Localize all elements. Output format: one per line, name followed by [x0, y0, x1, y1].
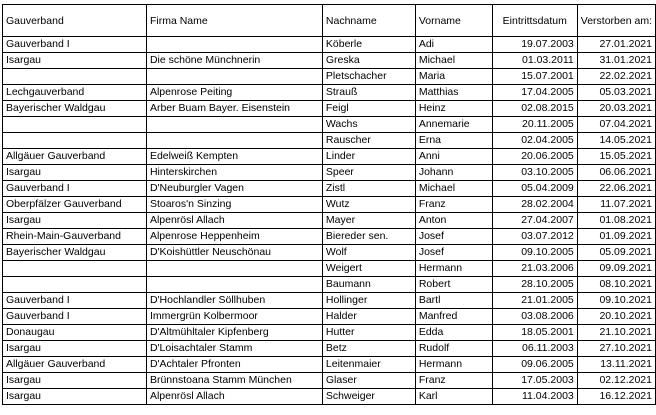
- cell-firma-name: D'Loisachtaler Stamm: [146, 341, 322, 357]
- cell-gauverband: [3, 133, 147, 149]
- cell-vorname: Heinz: [415, 101, 492, 117]
- header-gauverband: Gauverband: [3, 5, 147, 37]
- cell-vorname: Johann: [415, 165, 492, 181]
- table-row: [3, 325, 656, 341]
- cell-firma-name: [146, 277, 322, 293]
- cell-firma-name: [146, 37, 322, 53]
- cell-eintrittsdatum: 02.04.2005: [492, 133, 577, 149]
- cell-firma-name: D'Koishüttler Neuschönau: [146, 245, 322, 261]
- cell-gauverband: Isargau: [3, 373, 147, 389]
- cell-gauverband: Isargau: [3, 341, 147, 357]
- cell-nachname: Pletschacher: [322, 69, 415, 85]
- cell-eintrittsdatum: 18.05.2001: [492, 325, 577, 341]
- cell-verstorben-am: 05.03.2021: [577, 85, 655, 101]
- cell-gauverband: Isargau: [3, 389, 147, 405]
- cell-gauverband: [3, 261, 147, 277]
- table-row: [3, 133, 656, 149]
- cell-verstorben-am: 27.10.2021: [577, 341, 655, 357]
- cell-gauverband: Gauverband I: [3, 37, 147, 53]
- table-body: [3, 37, 656, 405]
- cell-vorname: Edda: [415, 325, 492, 341]
- cell-nachname: Betz: [322, 341, 415, 357]
- table-row: [3, 37, 656, 53]
- cell-nachname: Linder: [322, 149, 415, 165]
- cell-vorname: Anton: [415, 213, 492, 229]
- deceased-members-table: [2, 4, 656, 405]
- cell-vorname: Hermann: [415, 261, 492, 277]
- cell-gauverband: Rhein-Main-Gauverband: [3, 229, 147, 245]
- cell-eintrittsdatum: 09.06.2005: [492, 357, 577, 373]
- cell-vorname: Josef: [415, 245, 492, 261]
- cell-firma-name: Immergrün Kolbermoor: [146, 309, 322, 325]
- cell-gauverband: Allgäuer Gauverband: [3, 357, 147, 373]
- cell-firma-name: Alpenrösl Allach: [146, 389, 322, 405]
- cell-nachname: Wachs: [322, 117, 415, 133]
- cell-gauverband: Isargau: [3, 53, 147, 69]
- cell-firma-name: D'Altmühltaler Kipfenberg: [146, 325, 322, 341]
- cell-verstorben-am: 20.03.2021: [577, 101, 655, 117]
- cell-gauverband: [3, 69, 147, 85]
- cell-eintrittsdatum: 19.07.2003: [492, 37, 577, 53]
- cell-eintrittsdatum: 17.05.2003: [492, 373, 577, 389]
- cell-verstorben-am: 20.10.2021: [577, 309, 655, 325]
- cell-vorname: Michael: [415, 53, 492, 69]
- cell-eintrittsdatum: 03.08.2006: [492, 309, 577, 325]
- table-row: [3, 101, 656, 117]
- table-row: [3, 69, 656, 85]
- cell-firma-name: Alpenrose Peiting: [146, 85, 322, 101]
- cell-eintrittsdatum: 09.10.2005: [492, 245, 577, 261]
- cell-firma-name: [146, 133, 322, 149]
- cell-eintrittsdatum: 21.01.2005: [492, 293, 577, 309]
- table-row: [3, 293, 656, 309]
- cell-gauverband: Isargau: [3, 165, 147, 181]
- cell-verstorben-am: 06.06.2021: [577, 165, 655, 181]
- cell-verstorben-am: 31.01.2021: [577, 53, 655, 69]
- table-row: [3, 85, 656, 101]
- table-row: [3, 261, 656, 277]
- cell-vorname: Michael: [415, 181, 492, 197]
- cell-eintrittsdatum: 02.08.2015: [492, 101, 577, 117]
- cell-firma-name: Alpenrose Heppenheim: [146, 229, 322, 245]
- cell-eintrittsdatum: 20.06.2005: [492, 149, 577, 165]
- cell-eintrittsdatum: 11.04.2003: [492, 389, 577, 405]
- cell-eintrittsdatum: 03.07.2012: [492, 229, 577, 245]
- cell-nachname: Leitenmaier: [322, 357, 415, 373]
- cell-gauverband: Gauverband I: [3, 309, 147, 325]
- cell-nachname: Greska: [322, 53, 415, 69]
- cell-eintrittsdatum: 28.10.2005: [492, 277, 577, 293]
- cell-nachname: Zistl: [322, 181, 415, 197]
- cell-vorname: Erna: [415, 133, 492, 149]
- cell-vorname: Bartl: [415, 293, 492, 309]
- cell-eintrittsdatum: 28.02.2004: [492, 197, 577, 213]
- cell-verstorben-am: 08.10.2021: [577, 277, 655, 293]
- cell-nachname: Strauß: [322, 85, 415, 101]
- cell-eintrittsdatum: 06.11.2003: [492, 341, 577, 357]
- cell-vorname: Josef: [415, 229, 492, 245]
- cell-nachname: Speer: [322, 165, 415, 181]
- cell-verstorben-am: 11.07.2021: [577, 197, 655, 213]
- cell-firma-name: D'Achtaler Pfronten: [146, 357, 322, 373]
- header-verstorben-am: Verstorben am:: [577, 5, 655, 37]
- cell-gauverband: Gauverband I: [3, 181, 147, 197]
- cell-verstorben-am: 01.09.2021: [577, 229, 655, 245]
- table-row: [3, 181, 656, 197]
- cell-vorname: Matthias: [415, 85, 492, 101]
- cell-vorname: Hermann: [415, 357, 492, 373]
- cell-vorname: Anni: [415, 149, 492, 165]
- cell-nachname: Wolf: [322, 245, 415, 261]
- cell-vorname: Franz: [415, 197, 492, 213]
- cell-eintrittsdatum: 05.04.2009: [492, 181, 577, 197]
- cell-verstorben-am: 09.09.2021: [577, 261, 655, 277]
- cell-verstorben-am: 14.05.2021: [577, 133, 655, 149]
- cell-verstorben-am: 16.12.2021: [577, 389, 655, 405]
- cell-nachname: Köberle: [322, 37, 415, 53]
- table-row: [3, 149, 656, 165]
- cell-verstorben-am: 21.10.2021: [577, 325, 655, 341]
- cell-nachname: Glaser: [322, 373, 415, 389]
- cell-nachname: Hollinger: [322, 293, 415, 309]
- cell-vorname: Rudolf: [415, 341, 492, 357]
- table-row: [3, 229, 656, 245]
- cell-gauverband: Oberpfälzer Gauverband: [3, 197, 147, 213]
- cell-gauverband: Donaugau: [3, 325, 147, 341]
- cell-gauverband: [3, 117, 147, 133]
- cell-verstorben-am: 27.01.2021: [577, 37, 655, 53]
- cell-nachname: Rauscher: [322, 133, 415, 149]
- cell-firma-name: [146, 117, 322, 133]
- cell-eintrittsdatum: 01.03.2011: [492, 53, 577, 69]
- header-row: [3, 5, 656, 37]
- header-nachname: Nachname: [322, 5, 415, 37]
- cell-firma-name: D'Neuburgler Vagen: [146, 181, 322, 197]
- table-row: [3, 357, 656, 373]
- cell-nachname: Biereder sen.: [322, 229, 415, 245]
- cell-firma-name: [146, 69, 322, 85]
- cell-vorname: Annemarie: [415, 117, 492, 133]
- table-row: [3, 341, 656, 357]
- cell-eintrittsdatum: 27.04.2007: [492, 213, 577, 229]
- cell-gauverband: Gauverband I: [3, 293, 147, 309]
- cell-eintrittsdatum: 17.04.2005: [492, 85, 577, 101]
- table-row: [3, 197, 656, 213]
- cell-vorname: Adi: [415, 37, 492, 53]
- table-row: [3, 309, 656, 325]
- cell-vorname: Manfred: [415, 309, 492, 325]
- cell-firma-name: Arber Buam Bayer. Eisenstein: [146, 101, 322, 117]
- table-row: [3, 117, 656, 133]
- header-vorname: Vorname: [415, 5, 492, 37]
- cell-nachname: Baumann: [322, 277, 415, 293]
- cell-vorname: Maria: [415, 69, 492, 85]
- cell-nachname: Mayer: [322, 213, 415, 229]
- cell-firma-name: Die schöne Münchnerin: [146, 53, 322, 69]
- cell-nachname: Wutz: [322, 197, 415, 213]
- table-row: [3, 277, 656, 293]
- cell-verstorben-am: 22.02.2021: [577, 69, 655, 85]
- cell-gauverband: [3, 277, 147, 293]
- table-row: [3, 53, 656, 69]
- cell-nachname: Hutter: [322, 325, 415, 341]
- cell-eintrittsdatum: 15.07.2001: [492, 69, 577, 85]
- cell-gauverband: Lechgauverband: [3, 85, 147, 101]
- cell-firma-name: Hinterskirchen: [146, 165, 322, 181]
- cell-firma-name: Alpenrösl Allach: [146, 213, 322, 229]
- table-row: [3, 373, 656, 389]
- cell-firma-name: [146, 261, 322, 277]
- header-firma-name: Firma Name: [146, 5, 322, 37]
- cell-verstorben-am: 05.09.2021: [577, 245, 655, 261]
- cell-vorname: Karl: [415, 389, 492, 405]
- cell-vorname: Robert: [415, 277, 492, 293]
- cell-eintrittsdatum: 21.03.2006: [492, 261, 577, 277]
- cell-verstorben-am: 13.11.2021: [577, 357, 655, 373]
- cell-verstorben-am: 09.10.2021: [577, 293, 655, 309]
- cell-firma-name: Stoaros'n Sinzing: [146, 197, 322, 213]
- table-row: [3, 213, 656, 229]
- cell-verstorben-am: 07.04.2021: [577, 117, 655, 133]
- table-row: [3, 245, 656, 261]
- cell-gauverband: Bayerischer Waldgau: [3, 245, 147, 261]
- cell-firma-name: D'Hochlandler Söllhuben: [146, 293, 322, 309]
- cell-firma-name: Edelweiß Kempten: [146, 149, 322, 165]
- cell-vorname: Franz: [415, 373, 492, 389]
- cell-nachname: Feigl: [322, 101, 415, 117]
- cell-verstorben-am: 15.05.2021: [577, 149, 655, 165]
- cell-verstorben-am: 01.08.2021: [577, 213, 655, 229]
- table-row: [3, 389, 656, 405]
- cell-gauverband: Isargau: [3, 213, 147, 229]
- cell-nachname: Schweiger: [322, 389, 415, 405]
- cell-nachname: Halder: [322, 309, 415, 325]
- header-eintrittsdatum: Eintrittsdatum: [492, 5, 577, 37]
- table-row: [3, 165, 656, 181]
- cell-gauverband: Bayerischer Waldgau: [3, 101, 147, 117]
- cell-gauverband: Allgäuer Gauverband: [3, 149, 147, 165]
- cell-eintrittsdatum: 20.11.2005: [492, 117, 577, 133]
- cell-verstorben-am: 22.06.2021: [577, 181, 655, 197]
- cell-eintrittsdatum: 03.10.2005: [492, 165, 577, 181]
- cell-firma-name: Brünnstoana Stamm München: [146, 373, 322, 389]
- cell-verstorben-am: 02.12.2021: [577, 373, 655, 389]
- cell-nachname: Weigert: [322, 261, 415, 277]
